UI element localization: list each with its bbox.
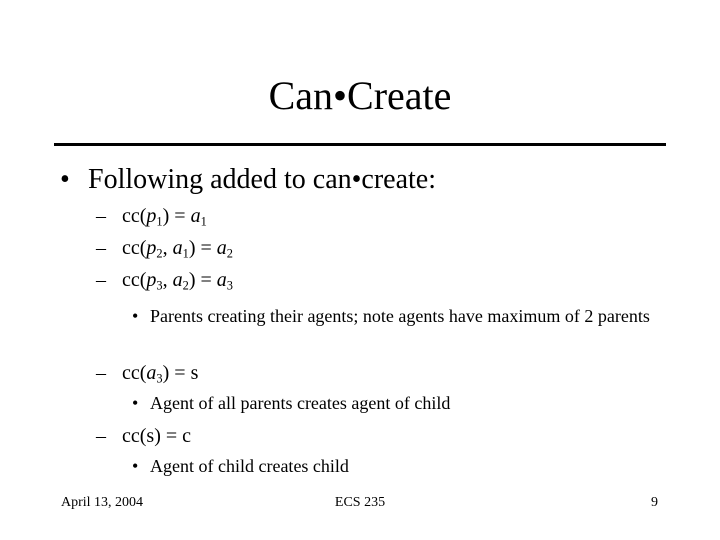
rule-arg-sub: 3 — [156, 278, 163, 293]
note-text: Parents creating their agents; note agents have maximum of 2 parents — [150, 306, 650, 326]
dash-marker: – — [96, 237, 106, 259]
rule-arg-sub: 1 — [156, 214, 163, 229]
dash-marker: – — [96, 269, 106, 291]
rule-result-sub: 2 — [226, 246, 233, 261]
rule-arg: p — [146, 269, 157, 291]
bullet-marker: • — [132, 456, 139, 476]
rule-sep: , — [162, 269, 173, 291]
rule-fn: cc( — [122, 362, 147, 384]
rule-eq: ) = — [188, 237, 217, 259]
dash-marker: – — [96, 205, 106, 227]
slide-title: Can•Create — [268, 73, 452, 118]
rule-result: a — [216, 237, 227, 259]
rule-result-sub: 1 — [200, 214, 207, 229]
rule-result: a — [216, 269, 227, 291]
rule-item — [96, 361, 198, 385]
rule-arg2: a — [172, 269, 183, 291]
rule-text: cc(s) = c — [122, 425, 192, 447]
rule-result: a — [190, 205, 201, 227]
title-underline — [54, 143, 666, 146]
footer-course: ECS 235 — [334, 495, 386, 510]
note-item — [132, 305, 652, 327]
rule-result-sub: 3 — [226, 278, 233, 293]
note-text: Agent of child creates child — [150, 456, 349, 476]
footer-date: April 13, 2004 — [61, 495, 144, 510]
rule-fn: cc( — [122, 269, 147, 291]
bullet-marker: • — [132, 306, 139, 326]
rule-fn: cc( — [122, 237, 147, 259]
note-text: Agent of all parents creates agent of child — [150, 393, 451, 413]
main-bullet-text: Following added to can•create: — [88, 164, 437, 195]
dash-marker: – — [96, 425, 106, 447]
rule-eq: ) = — [162, 362, 191, 384]
rule-sep: , — [162, 237, 173, 259]
rule-item — [96, 204, 207, 228]
rule-arg2-sub: 1 — [182, 246, 189, 261]
rule-result: s — [190, 362, 199, 384]
rule-eq: ) = — [162, 205, 191, 227]
rule-item — [96, 236, 233, 260]
rule-arg: p — [146, 205, 157, 227]
rule-arg: p — [146, 237, 157, 259]
rule-item — [96, 424, 191, 448]
rule-fn: cc( — [122, 205, 147, 227]
rule-arg-sub: 2 — [156, 246, 163, 261]
rule-item — [96, 268, 233, 292]
dash-marker: – — [96, 362, 106, 384]
rule-eq: ) = — [188, 269, 217, 291]
bullet-marker: • — [132, 393, 139, 413]
main-bullet — [60, 164, 436, 196]
note-item — [132, 392, 652, 414]
page-number: 9 — [651, 495, 658, 510]
rule-arg-sub: 3 — [156, 371, 163, 386]
rule-arg2-sub: 2 — [182, 278, 189, 293]
note-item — [132, 455, 652, 477]
bullet-marker: • — [60, 164, 70, 195]
rule-arg: a — [146, 362, 157, 384]
rule-arg2: a — [172, 237, 183, 259]
